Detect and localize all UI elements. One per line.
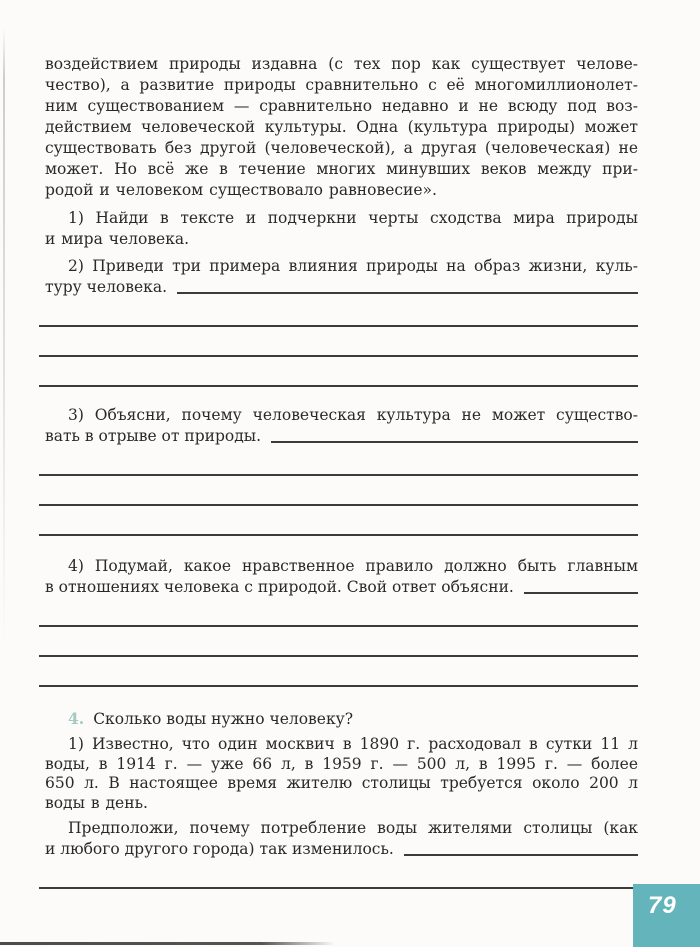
intro-paragraph <box>45 54 638 201</box>
section-heading <box>45 708 638 730</box>
text-line: и любого другого города) так изменилось. <box>45 840 394 858</box>
answer-line <box>39 627 638 657</box>
answer-line <box>177 292 638 294</box>
question-1 <box>45 208 638 250</box>
text-line: 3) Объясни, почему человеческая культура не может существо- <box>68 406 638 424</box>
text-line: существовать без другой (человеческой), а другая (человеческая) не <box>45 139 638 157</box>
answer-line <box>524 592 638 594</box>
text-line: действием человеческой культуры. Одна (культура природы) может <box>45 118 638 136</box>
question-3-answer-lines <box>39 446 638 536</box>
answer-line <box>39 859 638 889</box>
text-line: 650 л. В настоящее время жителю столицы требуется около 200 л <box>45 774 638 792</box>
text-line: Предположи, почему потребление воды жителями столицы (как <box>68 819 638 837</box>
answer-line <box>404 854 638 856</box>
answer-line <box>39 506 638 536</box>
text-line: 4) Подумай, какое нравственное правило должно быть главным <box>68 557 638 575</box>
text-line: ним существованием — сравнительно недавно и не всюду под воз- <box>45 97 638 115</box>
section-title: Сколько воды нужно человеку? <box>93 710 354 728</box>
water-prompt-answer-start <box>45 839 638 859</box>
text-line: вать в отрыве от природы. <box>45 427 262 445</box>
answer-line <box>39 357 638 387</box>
text-line: 1) Известно, что один москвич в 1890 г. расходовал в сутки 11 л <box>68 735 638 753</box>
page-scan-bottom-edge <box>0 942 335 945</box>
water-prompt-answer-lines <box>39 859 638 889</box>
question-3-answer-start <box>45 426 638 446</box>
section-number: 4. <box>68 709 85 728</box>
page-content <box>45 54 638 889</box>
answer-line <box>39 297 638 327</box>
text-line: воды, в 1914 г. — уже 66 л, в 1959 г. — 500 л, в 1995 г. — более <box>45 754 638 773</box>
text-line: может. Но всё же в течение многих минувших веков между при- <box>45 160 638 178</box>
text-line: 1) Найди в тексте и подчеркни черты сходства мира природы <box>68 209 638 227</box>
answer-line <box>39 327 638 357</box>
question-2-answer-lines <box>39 297 638 387</box>
question-3 <box>45 405 638 536</box>
answer-line <box>39 657 638 687</box>
question-4-answer-lines <box>39 597 638 687</box>
text-line: 2) Приведи три примера влияния природы на образ жизни, куль- <box>68 257 638 275</box>
question-2-answer-start <box>45 277 638 297</box>
answer-line <box>271 441 638 443</box>
water-usage-paragraph <box>45 735 638 813</box>
answer-line <box>39 476 638 506</box>
text-line: воздействием природы издавна (с тех пор как существует челове- <box>45 55 638 73</box>
page-number: 79 <box>648 892 677 919</box>
answer-line <box>39 597 638 627</box>
text-line: и мира человека. <box>45 230 190 248</box>
text-line: чество), а развитие природы сравнительно с её многомиллионолет- <box>45 76 638 94</box>
answer-line <box>39 446 638 476</box>
question-2 <box>45 256 638 387</box>
text-line: туру человека. <box>45 278 168 296</box>
text-line: в отношениях человека с природой. Свой ответ объясни. <box>45 578 514 596</box>
question-4 <box>45 556 638 687</box>
page-number-box <box>633 884 700 947</box>
question-4-answer-start <box>45 577 638 597</box>
page-scan-left-edge <box>3 28 5 643</box>
text-line: родой и человеком существовало равновесие». <box>45 181 437 199</box>
water-prompt <box>45 818 638 889</box>
text-line: воды в день. <box>45 793 148 812</box>
